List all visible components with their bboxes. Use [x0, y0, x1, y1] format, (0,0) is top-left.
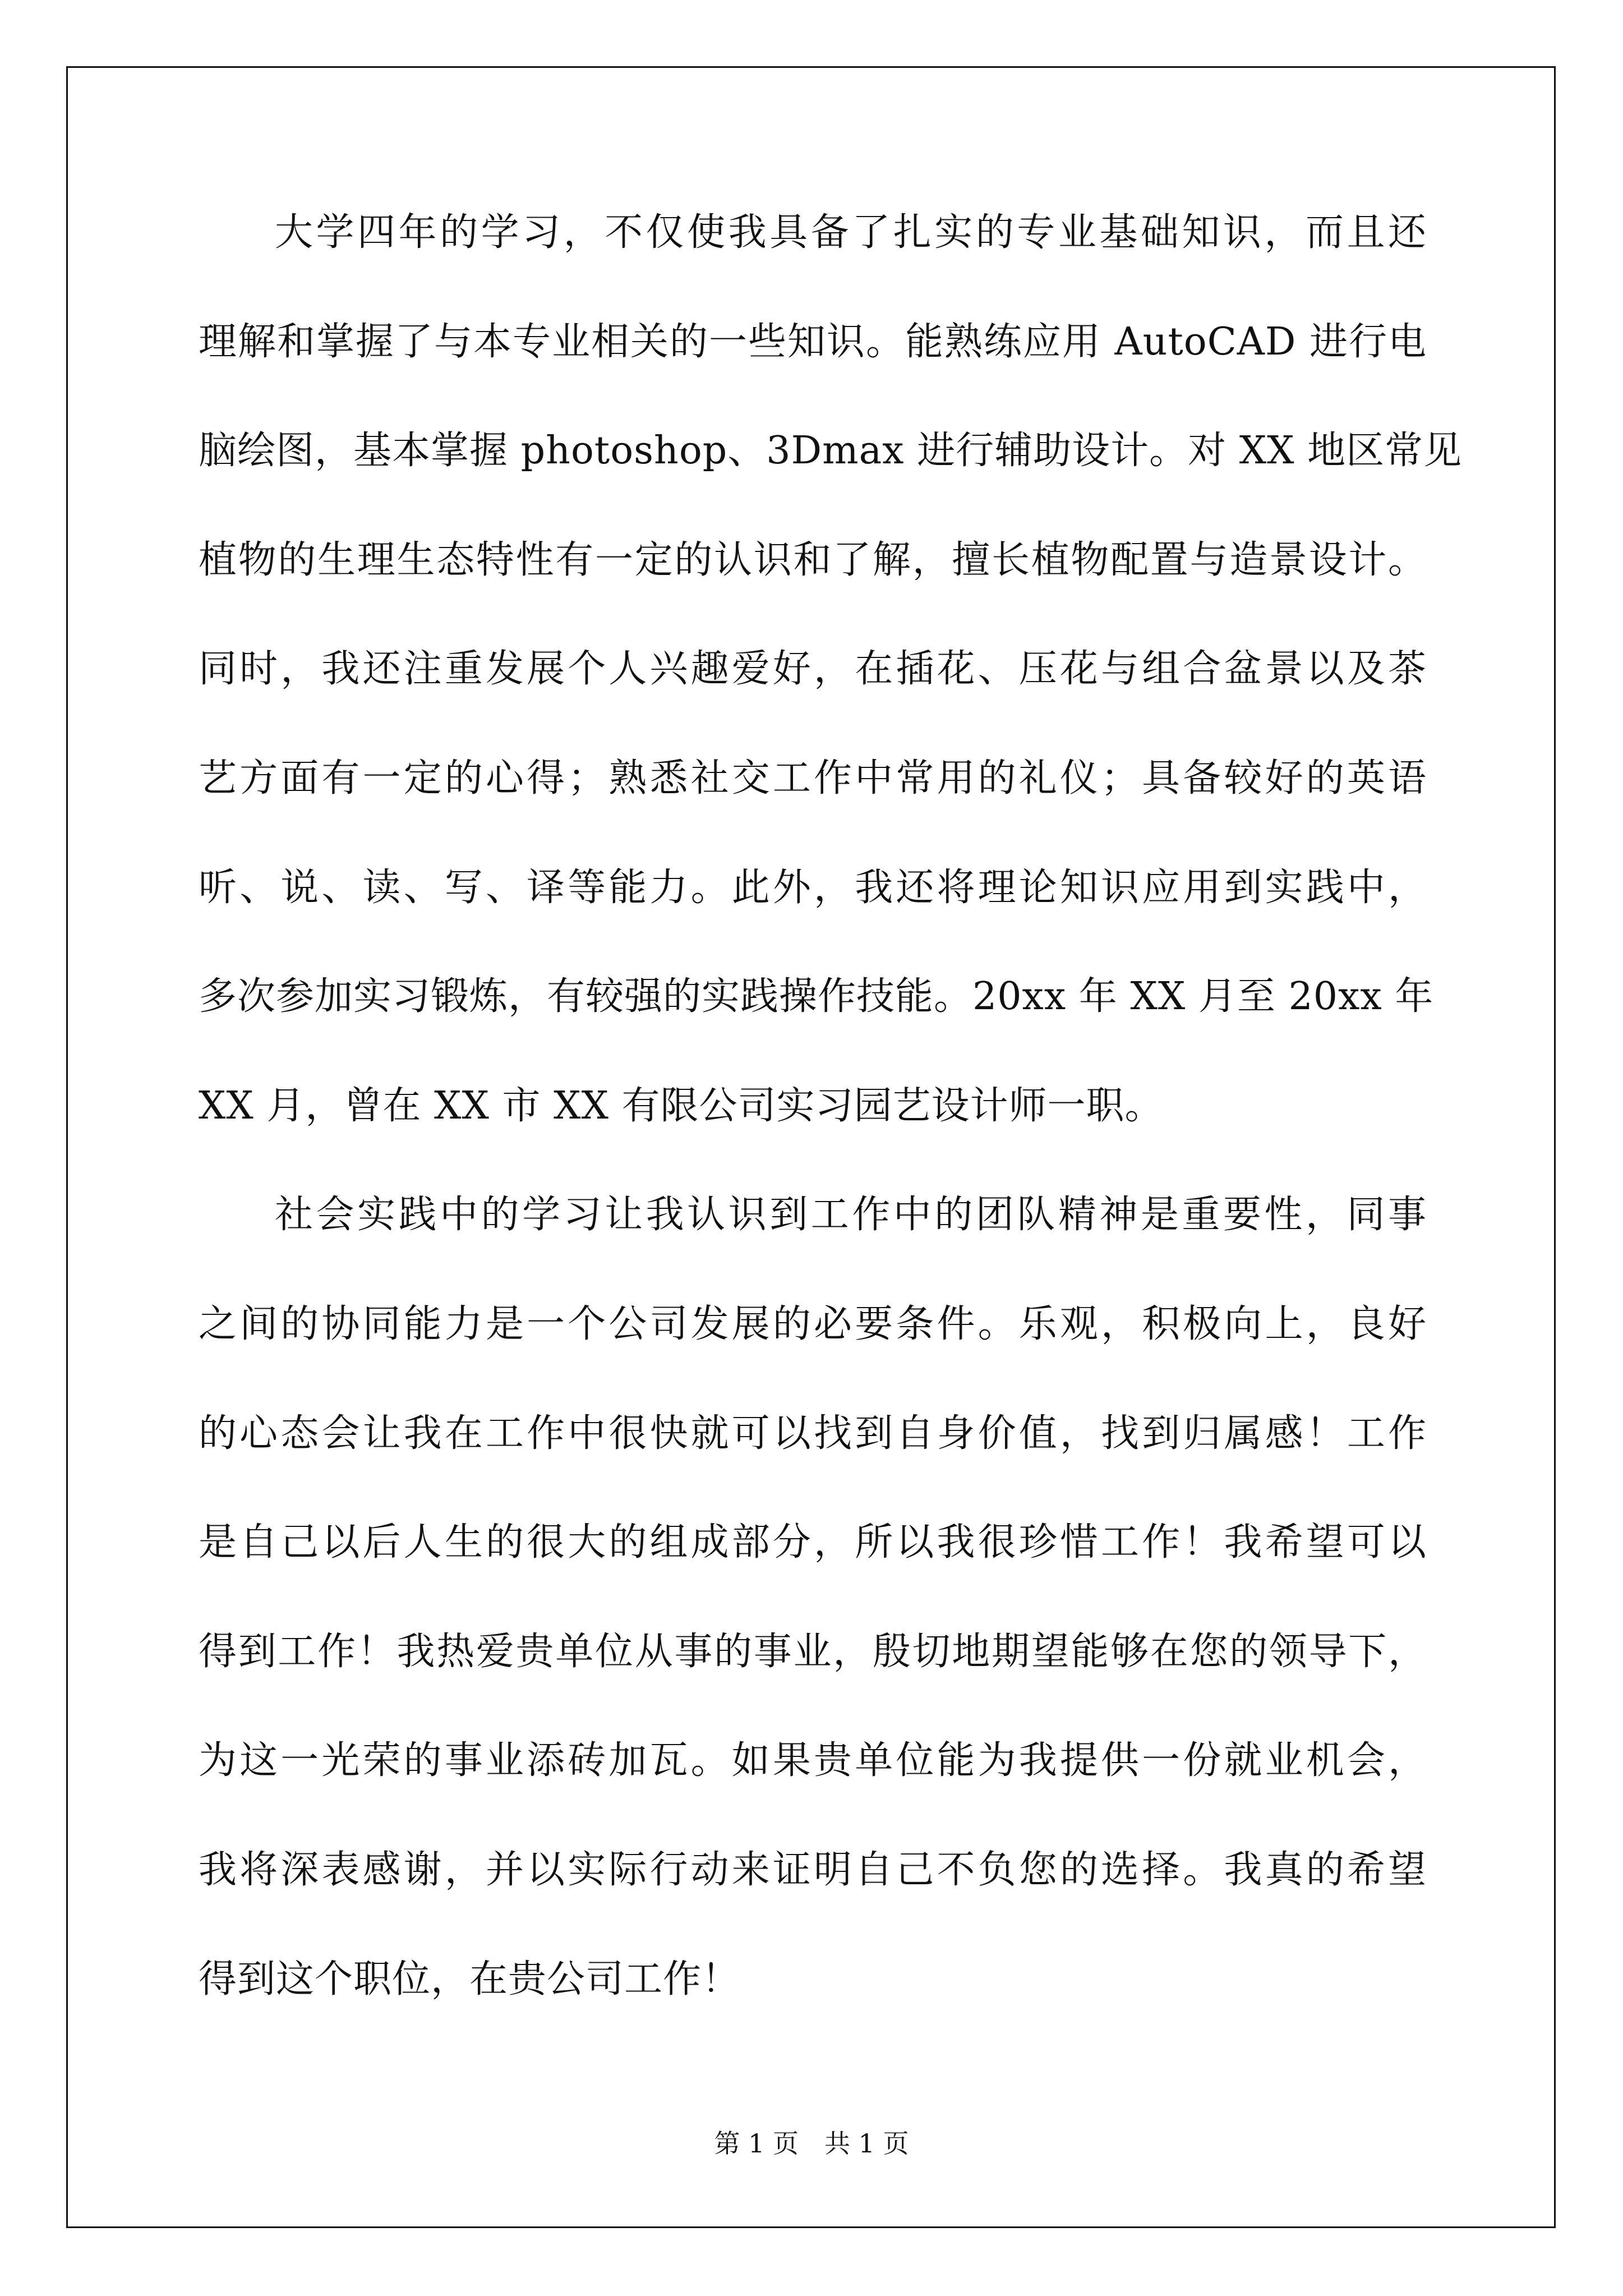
text-line: 是自己以后人生的很大的组成部分，所以我很珍惜工作！我希望可以 — [199, 1520, 1427, 1565]
text-line: 多次参加实习锻炼，有较强的实践操作技能。20xx 年 XX 月至 20xx 年 — [199, 974, 1434, 1019]
text-line: 社会实践中的学习让我认识到工作中的团队精神是重要性，同事 — [275, 1193, 1427, 1237]
text-line: 同时，我还注重发展个人兴趣爱好，在插花、压花与组合盆景以及茶 — [199, 647, 1427, 692]
page-total: 共 1 页 — [824, 2128, 909, 2159]
document-body — [199, 210, 1463, 2069]
page-number: 第 1 页 — [714, 2128, 799, 2159]
text-line: 得到工作！我热爱贵单位从事的事业，殷切地期望能够在您的领导下， — [199, 1629, 1427, 1674]
text-line: XX 月，曾在 XX 市 XX 有限公司实习园艺设计师一职。 — [199, 1083, 1164, 1128]
paragraph-2 — [199, 1193, 1427, 2069]
text-line: 脑绘图，基本掌握 photoshop、3Dmax 进行辅助设计。对 XX 地区常见 — [199, 429, 1463, 473]
text-line: 艺方面有一定的心得；熟悉社交工作中常用的礼仪；具备较好的英语 — [199, 756, 1427, 800]
text-line: 听、说、读、写、译等能力。此外，我还将理论知识应用到实践中， — [199, 865, 1427, 910]
text-line: 之间的协同能力是一个公司发展的必要条件。乐观，积极向上，良好 — [199, 1301, 1427, 1346]
text-line: 大学四年的学习，不仅使我具备了扎实的专业基础知识，而且还 — [275, 210, 1427, 255]
text-line: 的心态会让我在工作中很快就可以找到自身价值，找到归属感！工作 — [199, 1411, 1427, 1456]
page-footer — [0, 2123, 1623, 2160]
text-line: 为这一光荣的事业添砖加瓦。如果贵单位能为我提供一份就业机会， — [199, 1738, 1427, 1783]
text-line: 理解和掌握了与本专业相关的一些知识。能熟练应用 AutoCAD 进行电 — [199, 319, 1427, 364]
text-line: 我将深表感谢，并以实际行动来证明自己不负您的选择。我真的希望 — [199, 1847, 1427, 1892]
text-line: 得到这个职位，在贵公司工作！ — [199, 1957, 741, 2001]
paragraph-1 — [199, 210, 1463, 1196]
text-line: 植物的生理生态特性有一定的认识和了解，擅长植物配置与造景设计。 — [199, 537, 1427, 582]
